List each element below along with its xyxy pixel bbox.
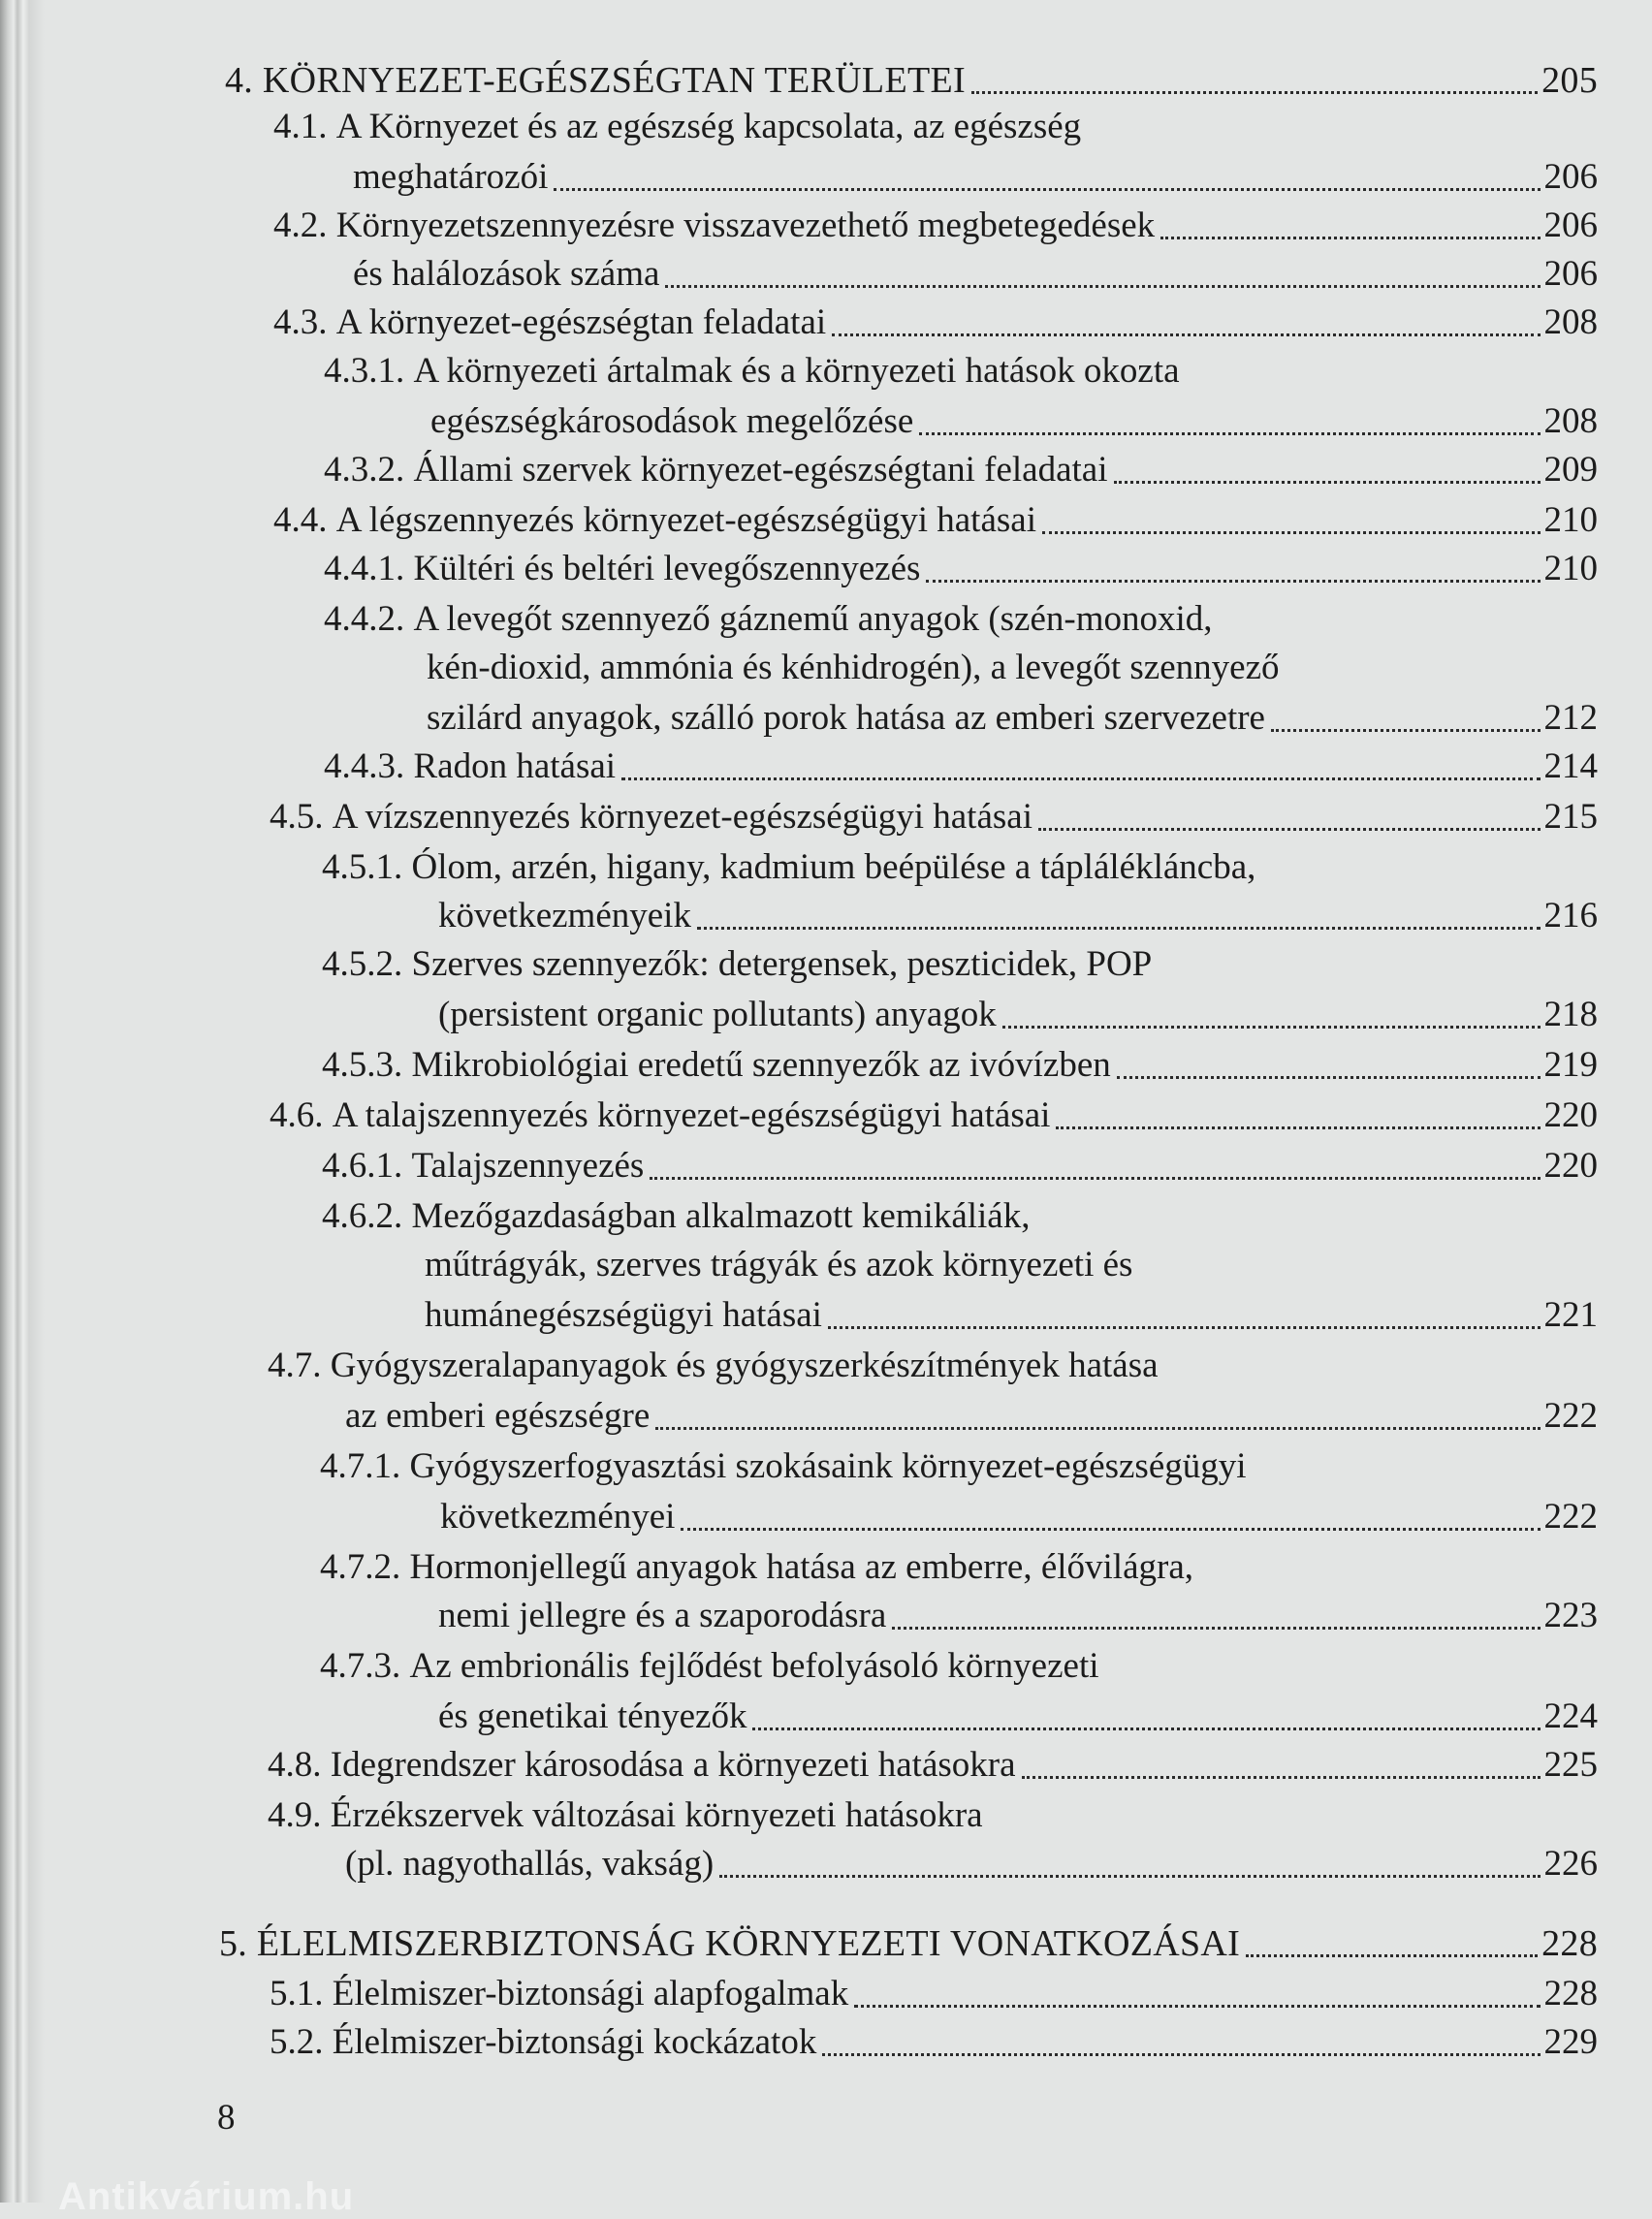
entry-number: 4.3.2. [324,450,405,490]
entry-number: 4.5. [270,797,324,837]
toc-entry-4-1-continued [353,153,1598,202]
dot-leader [1038,828,1541,831]
toc-entry-4-7-2-continued [438,1592,1598,1640]
dot-leader [697,927,1541,930]
entry-title: A levegőt szennyező gáznemű anyagok (szén-monoxid, [413,599,1213,639]
entry-title: Mikrobiológiai eredetű szennyezők az ivóvízben [411,1045,1111,1085]
entry-page: 214 [1543,746,1598,786]
dot-leader [650,1177,1540,1180]
dot-leader [828,1326,1541,1329]
entry-title: Hormonjellegű anyagok hatása az emberre, élővilágra, [409,1547,1194,1587]
entry-title: Ólom, arzén, higany, kadmium beépülése a táplálékláncba, [411,847,1256,887]
toc-entry-4-5-2-continued [438,991,1598,1039]
entry-page: 221 [1543,1295,1598,1335]
dot-leader [1117,1076,1541,1079]
dot-leader [892,1627,1540,1630]
dot-leader [1160,237,1540,239]
dot-leader [621,777,1540,780]
entry-title-continuation: műtrágyák, szerves trágyák és azok környezeti és [425,1245,1133,1284]
page-number: 8 [217,2098,236,2138]
entry-page: 220 [1543,1095,1598,1135]
toc-entry-4-3 [273,299,1598,347]
entry-title: Talajszennyezés [411,1146,645,1186]
entry-number: 4.5.3. [322,1045,403,1085]
entry-number: 4.6.2. [322,1196,403,1236]
dot-leader [1002,1026,1541,1029]
entry-number: 4.6.1. [322,1146,403,1186]
entry-page: 223 [1543,1596,1598,1635]
toc-entry-4-4-2 [324,595,1213,644]
entry-title-continuation: egészségkárosodások megelőzése [430,401,914,441]
entry-title-continuation: következményeik [438,896,691,935]
toc-entry-4-7-3-continued [438,1693,1598,1741]
toc-entry-4-4-3 [324,743,1598,791]
entry-number: 4.7. [268,1346,322,1385]
entry-title-continuation: nemi jellegre és a szaporodásra [438,1596,887,1635]
entry-page: 226 [1543,1844,1598,1884]
entry-page: 220 [1543,1146,1598,1186]
entry-page: 218 [1543,995,1598,1034]
toc-entry-5-2 [270,2018,1598,2067]
entry-page: 205 [1541,60,1598,101]
entry-title: Idegrendszer károsodása a környezeti hatásokra [330,1745,1016,1785]
dot-leader [1271,729,1541,732]
dot-leader [971,91,1538,94]
entry-page: 225 [1543,1745,1598,1785]
entry-number: 4.6. [270,1095,324,1135]
toc-entry-4-5 [270,793,1598,841]
entry-page: 206 [1543,206,1598,245]
entry-title: Élelmiszer-biztonsági alapfogalmak [332,1974,849,2013]
entry-number: 4.1. [273,107,328,146]
toc-entry-4-2 [273,202,1598,250]
entry-page: 224 [1543,1696,1598,1736]
entry-title: Élelmiszer-biztonsági kockázatok [332,2022,817,2062]
entry-title: Az embrionális fejlődést befolyásoló környezeti [409,1646,1099,1686]
toc-entry-4-7-3 [320,1642,1099,1691]
entry-number: 4.4.2. [324,599,405,639]
toc-entry-4-9-continued [345,1840,1598,1888]
entry-title-continuation: és genetikai tényezők [438,1696,747,1736]
toc-entry-chapter-4 [225,56,1598,105]
entry-title: A Környezet és az egészség kapcsolata, az egészség [335,107,1082,146]
toc-entry-4-9 [268,1791,983,1840]
entry-title: A talajszennyezés környezet-egészségügyi hatásai [332,1095,1051,1135]
dot-leader [554,188,1540,191]
entry-page: 210 [1543,549,1598,588]
dot-leader [822,2053,1540,2056]
entry-page: 222 [1543,1497,1598,1537]
entry-title: A vízszennyezés környezet-egészségügyi hatásai [332,797,1032,837]
entry-number: 4.7.3. [320,1646,401,1686]
entry-page: 209 [1543,450,1598,490]
entry-page: 219 [1543,1045,1598,1085]
toc-entry-4-3-1 [324,347,1180,396]
entry-title: Szerves szennyezők: detergensek, peszticidek, POP [411,944,1153,984]
dot-leader [926,580,1540,583]
toc-entry-4-1 [273,103,1081,151]
entry-title-continuation: az emberi egészségre [345,1396,651,1436]
toc-entry-4-7 [268,1342,1159,1390]
toc-entry-4-6-2-continued-2 [425,1291,1598,1340]
toc-entry-4-5-2 [322,940,1152,989]
entry-title: Kültéri és beltéri levegőszennyezés [413,549,921,588]
entry-number: 4.7.1. [320,1446,401,1486]
entry-title: A környezet-egészségtan feladatai [335,302,827,342]
entry-number: 4.5.2. [322,944,403,984]
dot-leader [854,2005,1540,2008]
toc-entry-4-7-2 [320,1543,1193,1592]
toc-entry-4-4-1 [324,545,1598,593]
entry-number: 4.3.1. [324,351,405,391]
entry-title: A légszennyezés környezet-egészségügyi hatásai [335,500,1036,540]
entry-number: 4.5.1. [322,847,403,887]
dot-leader [665,285,1540,288]
entry-page: 206 [1543,157,1598,197]
entry-title-continuation: (pl. nagyothallás, vakság) [345,1844,715,1884]
entry-number: 4.2. [273,206,328,245]
entry-page: 210 [1543,500,1598,540]
entry-title: Mezőgazdaságban alkalmazott kemikáliák, [411,1196,1031,1236]
toc-entry-4-5-1 [322,843,1255,892]
entry-title: Radon hatásai [413,746,617,786]
entry-title-continuation: szilárd anyagok, szálló porok hatása az emberi szervezetre [427,698,1265,738]
entry-page: 212 [1543,698,1598,738]
entry-title-continuation: következményei [440,1497,676,1537]
entry-title: Gyógyszeralapanyagok és gyógyszerkészítmények hatása [330,1346,1159,1385]
toc-entry-5-1 [270,1970,1598,2018]
toc-entry-4-8 [268,1741,1598,1790]
entry-page: 208 [1543,401,1598,441]
watermark: Antikvárium.hu [58,2175,355,2218]
entry-title: Állami szervek környezet-egészségtani feladatai [413,450,1108,490]
dot-leader [719,1875,1540,1878]
toc-entry-chapter-5 [219,1919,1598,1968]
toc-entry-4-3-2 [324,446,1598,494]
entry-title: Érzékszervek változásai környezeti hatásokra [330,1795,983,1835]
toc-entry-4-6-2 [322,1192,1030,1241]
entry-number: 4.7.2. [320,1547,401,1587]
toc-entry-4-6-1 [322,1142,1598,1190]
entry-title-continuation: humánegészségügyi hatásai [425,1295,822,1335]
toc-entry-4-7-1 [320,1442,1247,1491]
entry-title: ÉLELMISZERBIZTONSÁG KÖRNYEZETI VONATKOZÁSAI [256,1923,1241,1964]
toc-entry-4-5-1-continued [438,892,1598,940]
entry-number: 4.9. [268,1795,322,1835]
entry-page: 208 [1543,302,1598,342]
toc-entry-4-4-2-continued-2 [427,694,1598,743]
entry-title-continuation: kén-dioxid, ammónia és kénhidrogén), a levegőt szennyező [427,648,1280,687]
toc-entry-4-4-2-continued-1 [427,644,1280,692]
dot-leader [681,1528,1540,1531]
toc-entry-4-6 [270,1092,1598,1140]
entry-title-continuation: meghatározói [353,157,549,197]
dot-leader [1114,481,1541,484]
entry-number: 4.4.3. [324,746,405,786]
dot-leader [655,1427,1540,1430]
entry-title: A környezeti ártalmak és a környezeti hatások okozta [413,351,1180,391]
entry-page: 229 [1543,2022,1598,2062]
dot-leader [832,333,1540,336]
entry-title-continuation: (persistent organic pollutants) anyagok [438,995,997,1034]
dot-leader [1022,1776,1541,1779]
entry-page: 222 [1543,1396,1598,1436]
toc-entry-4-2-continued [353,250,1598,299]
entry-title: Gyógyszerfogyasztási szokásaink környezet-egészségügyi [409,1446,1247,1486]
entry-number: 5.2. [270,2022,324,2062]
dot-leader [1246,1954,1538,1957]
entry-page: 206 [1543,254,1598,294]
entry-number: 4.4.1. [324,549,405,588]
entry-number: 4.4. [273,500,328,540]
entry-title: Környezetszennyezésre visszavezethető megbetegedések [335,206,1156,245]
entry-number: 5.1. [270,1974,324,2013]
entry-number: 5. [219,1923,248,1964]
dot-leader [1056,1126,1540,1129]
toc-entry-4-7-1-continued [440,1493,1598,1541]
dot-leader [1042,531,1541,534]
entry-page: 228 [1543,1974,1598,2013]
entry-title: KÖRNYEZET-EGÉSZSÉGTAN TERÜLETEI [262,60,966,101]
dot-leader [752,1728,1540,1730]
entry-page: 228 [1541,1923,1598,1964]
dot-leader [919,432,1540,435]
toc-entry-4-3-1-continued [430,397,1598,446]
entry-title-continuation: és halálozások száma [353,254,660,294]
toc-entry-4-5-3 [322,1041,1598,1090]
entry-page: 215 [1543,797,1598,837]
entry-number: 4.3. [273,302,328,342]
entry-number: 4.8. [268,1745,322,1785]
entry-page: 216 [1543,896,1598,935]
toc-entry-4-7-continued [345,1392,1598,1441]
entry-number: 4. [225,60,254,101]
toc-entry-4-6-2-continued-1 [425,1241,1132,1289]
toc-entry-4-4 [273,496,1598,545]
